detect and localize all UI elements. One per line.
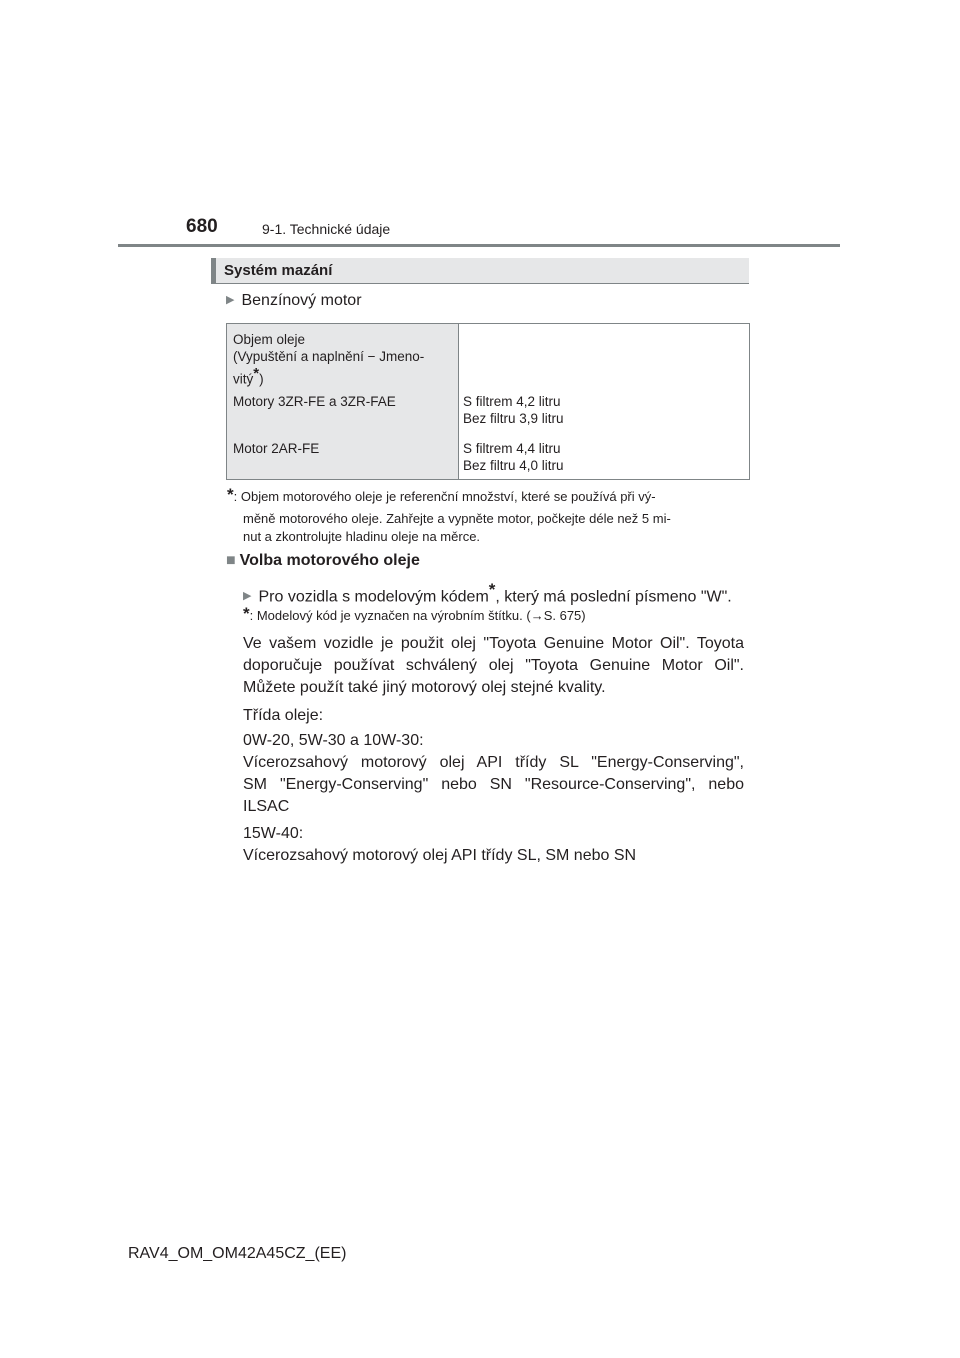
oil-grade-block: [243, 730, 744, 818]
grade-text: SM "Energy-Conserving" nebo SN "Resource-Conserving", nebo: [243, 776, 744, 793]
without-filter-value: Bez filtru 4,0 litru: [463, 458, 564, 473]
footnote-star: *: [488, 580, 496, 599]
subheading-text: Volba motorového oleje: [239, 552, 420, 569]
table-row-engine: Motory 3ZR-FE a 3ZR-FAE: [233, 394, 396, 409]
paragraph-line: Ve vašem vozidle je použit olej "Toyota Genuine Motor Oil". Toyota: [243, 635, 744, 652]
table-header-line: Objem oleje: [233, 332, 306, 347]
grade-text: ILSAC: [243, 798, 290, 815]
document-code: RAV4_OM_OM42A45CZ_(EE): [128, 1245, 347, 1262]
footnote-text: : Objem motorového oleje je referenční množství, které se používá při vý-: [233, 489, 656, 504]
paragraph-line: doporučuje používat schválený olej "Toyota Genuine Motor Oil".: [243, 657, 744, 674]
oil-class-label: Třída oleje:: [243, 707, 324, 724]
square-bullet-icon: ■: [226, 552, 236, 569]
grade-title: 0W-20, 5W-30 a 10W-30:: [243, 732, 424, 749]
oil-capacity-table: [226, 323, 750, 480]
subheading-oil-selection: [226, 552, 420, 570]
footnote-capacity: [227, 486, 656, 506]
oil-paragraph: [243, 633, 744, 699]
table-header-line: [233, 365, 424, 388]
table-header-line: (Vypuštění a naplnění − Jmeno-: [233, 349, 425, 364]
footnote-star: *: [253, 365, 260, 382]
with-filter-value: S filtrem 4,4 litru: [463, 441, 561, 456]
arrow-bullet-icon: ▶: [226, 294, 235, 306]
page-number: 680: [186, 216, 218, 237]
box-heading-label: Systém mazání: [224, 262, 333, 279]
with-filter-value: S filtrem 4,2 litru: [463, 394, 561, 409]
without-filter-value: Bez filtru 3,9 litru: [463, 411, 564, 426]
footnote-model-code: [243, 605, 586, 625]
bullet-vehicle-code: [243, 580, 732, 606]
bullet-text: Pro vozidla s modelovým kódem: [258, 588, 489, 606]
table-row-values: [463, 440, 564, 474]
footnote-text: : Modelový kód je vyznačen na výrobním štítku. (→S. 675): [249, 608, 586, 623]
paragraph-line: Můžete použít také jiný motorový olej stejné kvality.: [243, 679, 606, 696]
bullet-engine-text: Benzínový motor: [241, 292, 362, 309]
table-header-text: ): [259, 371, 264, 387]
footnote-text: nut a zkontrolujte hladinu oleje na měrce.: [243, 529, 481, 544]
grade-text: Vícerozsahový motorový olej API třídy SL, SM nebo SN: [243, 847, 637, 864]
table-header-text: vitý: [233, 371, 254, 387]
table-row-engine: Motor 2AR-FE: [233, 441, 320, 456]
oil-grade-block: [243, 823, 744, 867]
arrow-bullet-icon: ▶: [243, 590, 252, 603]
footnote-text: měně motorového oleje. Zahřejte a vypněte motor, počkejte déle než 5 mi-: [243, 511, 671, 526]
header-rule: [118, 244, 840, 247]
footnote-star: *: [227, 485, 234, 504]
grade-title: 15W-40:: [243, 825, 304, 842]
table-row-values: [463, 393, 564, 427]
section-title: 9-1. Technické údaje: [262, 221, 391, 237]
box-heading: [211, 258, 749, 284]
table-header-cell: [233, 331, 424, 388]
bullet-engine: [226, 292, 362, 310]
bullet-text: , který má poslední písmeno "W".: [495, 588, 732, 606]
grade-text: Vícerozsahový motorový olej API třídy SL "Energy-Conserving",: [243, 754, 744, 771]
footnote-star: *: [243, 604, 250, 623]
